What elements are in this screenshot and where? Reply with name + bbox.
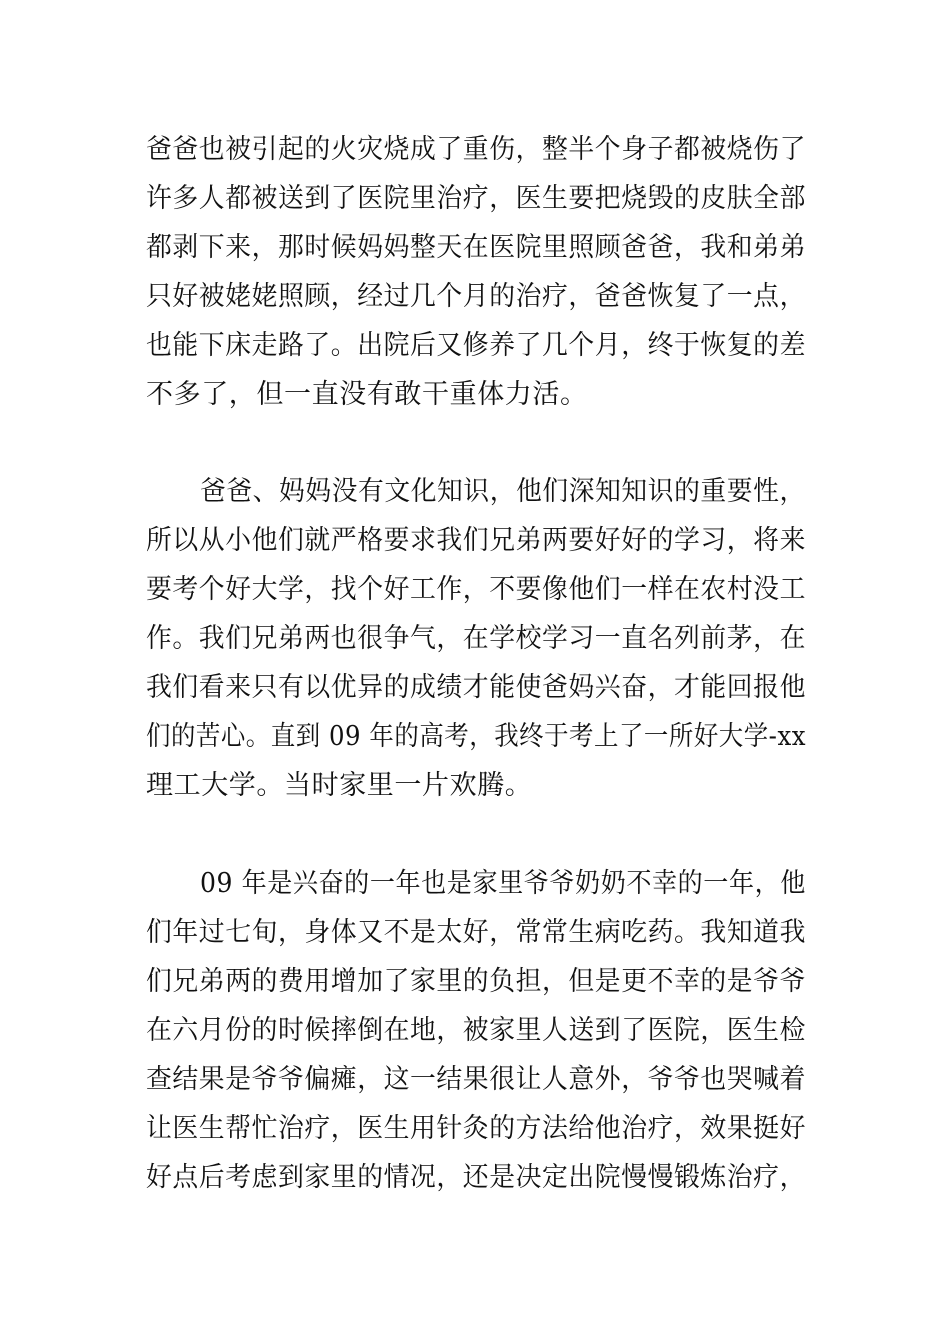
paragraph-1-line-1: 爸爸也被引起的火灾烧成了重伤，整半个身子都被烧伤了 [146,134,806,165]
paragraph-2-line-5: 我们看来只有以优异的成绩才能使爸妈兴奋，才能回报他 [146,672,806,703]
paragraph-2-line-3: 要考个好大学，找个好工作，不要像他们一样在农村没工 [146,574,806,605]
paragraph-2-line-4: 作。我们兄弟两也很争气，在学校学习一直名列前茅，在 [146,623,806,654]
paragraph-3-line-1: 09 年是兴奋的一年也是家里爷爷奶奶不幸的一年，他 [200,868,806,899]
paragraph-3-line-5: 查结果是爷爷偏瘫，这一结果很让人意外，爷爷也哭喊着 [146,1064,806,1095]
paragraph-3-line-4: 在六月份的时候摔倒在地，被家里人送到了医院，医生检 [146,1015,806,1046]
paragraph-1-line-2: 许多人都被送到了医院里治疗，医生要把烧毁的皮肤全部 [146,183,806,214]
paragraph-2-line-1: 爸爸、妈妈没有文化知识，他们深知知识的重要性， [200,476,806,507]
paragraph-3-line-7: 好点后考虑到家里的情况，还是决定出院慢慢锻炼治疗， [146,1162,806,1193]
paragraph-3-line-3: 们兄弟两的费用增加了家里的负担，但是更不幸的是爷爷 [146,966,806,997]
paragraph-1-line-4: 只好被姥姥照顾，经过几个月的治疗，爸爸恢复了一点， [146,281,806,312]
paragraph-1-line-3: 都剥下来，那时候妈妈整天在医院里照顾爸爸，我和弟弟 [146,232,806,263]
paragraph-2-line-7: 理工大学。当时家里一片欢腾。 [146,770,533,801]
paragraph-3-line-6: 让医生帮忙治疗，医生用针灸的方法给他治疗，效果挺好 [146,1113,806,1144]
paragraph-2-line-6: 们的苦心。直到 09 年的高考，我终于考上了一所好大学-xx [146,721,807,752]
paragraph-3-line-2: 们年过七旬，身体又不是太好，常常生病吃药。我知道我 [146,917,806,948]
paragraph-1-line-5: 也能下床走路了。出院后又修养了几个月，终于恢复的差 [146,330,806,361]
paragraph-1-line-6: 不多了，但一直没有敢干重体力活。 [146,379,588,410]
paragraph-2-line-2: 所以从小他们就严格要求我们兄弟两要好好的学习，将来 [146,525,806,556]
